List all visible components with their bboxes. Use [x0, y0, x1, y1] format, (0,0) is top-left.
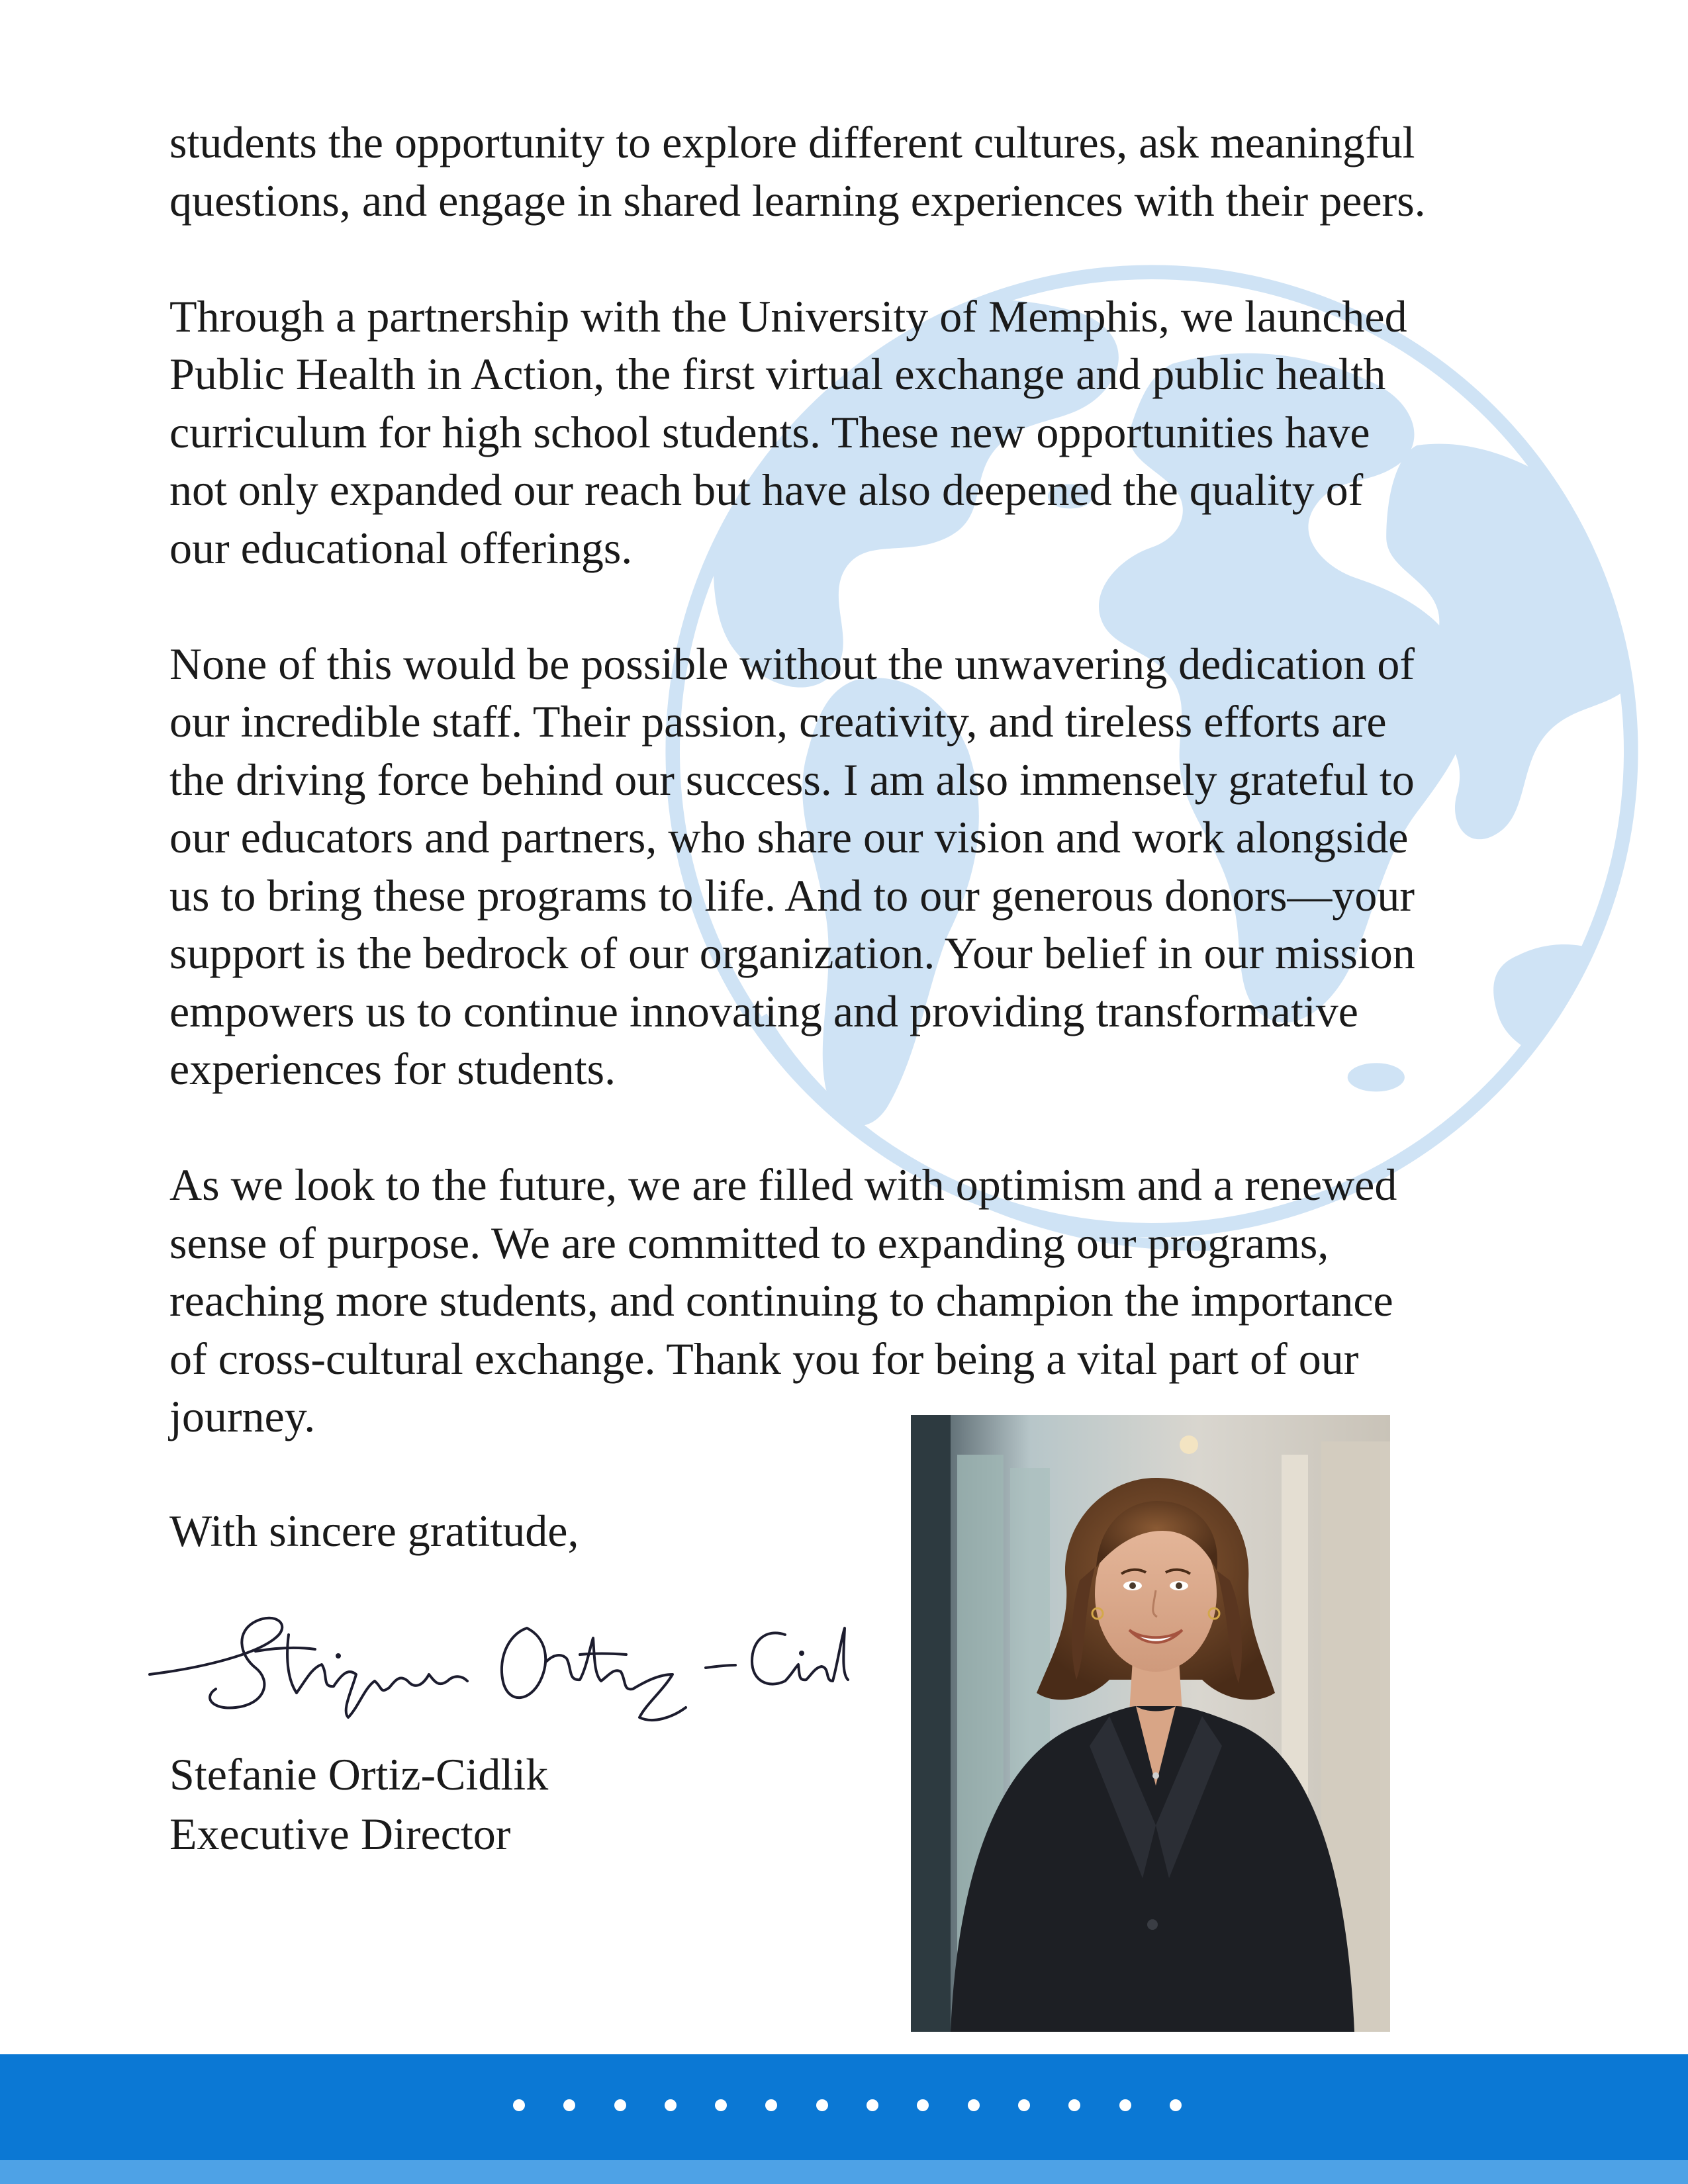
footer-dot — [968, 2099, 980, 2111]
footer-dot — [665, 2099, 677, 2111]
letter-paragraph-1: students the opportunity to explore different cultures, ask meaningful questions, and engage in shared learning experiences with their peers. — [169, 117, 1426, 226]
portrait-photo — [911, 1415, 1390, 2032]
letter-paragraph-4: As we look to the future, we are filled with optimism and a renewed sense of purpose. We are committed to expanding our programs, reaching more students, and continuing to champion the importance of cross-cultural exchange. Thank you for being a vital part of our journey. — [169, 1160, 1397, 1441]
footer-dot — [1018, 2099, 1030, 2111]
footer-dot — [867, 2099, 878, 2111]
footer-strip — [0, 2160, 1688, 2184]
signer-block — [169, 1745, 548, 1864]
footer-dot — [614, 2099, 626, 2111]
footer-dot — [715, 2099, 727, 2111]
handwritten-signature — [123, 1575, 851, 1727]
footer-dot — [1170, 2099, 1182, 2111]
footer-dot — [513, 2099, 525, 2111]
footer-dots — [513, 2099, 1182, 2115]
footer-dot — [1119, 2099, 1131, 2111]
footer-dot — [1068, 2099, 1080, 2111]
footer-dot — [563, 2099, 575, 2111]
signer-name: Stefanie Ortiz-Cidlik — [169, 1749, 549, 1799]
footer-dot — [917, 2099, 929, 2111]
footer-dot — [816, 2099, 828, 2111]
letter-paragraph-2: Through a partnership with the University of Memphis, we launched Public Health in Action, the first virtual exchange and public health curriculum for high school students. These new opportunities have not only expanded our reach but have also deepened the quality of our educational offerings. — [169, 291, 1407, 573]
letter-closing: With sincere gratitude, — [169, 1506, 579, 1556]
footer-dot — [765, 2099, 777, 2111]
letter-paragraph-3: None of this would be possible without the unwavering dedication of our incredible staff. Their passion, creativity, and tireless efforts are the driving force behind our success. I am also immensely grateful to our educators and partners, who share our vision and work alongside us to bring these programs to life. And to our generous donors—your support is the bedrock of our organization. Your belief in our mission empowers us to continue innovating and providing transformative experiences for students. — [169, 638, 1415, 1094]
letter-body — [169, 114, 1579, 1504]
signer-title: Executive Director — [169, 1809, 511, 1859]
